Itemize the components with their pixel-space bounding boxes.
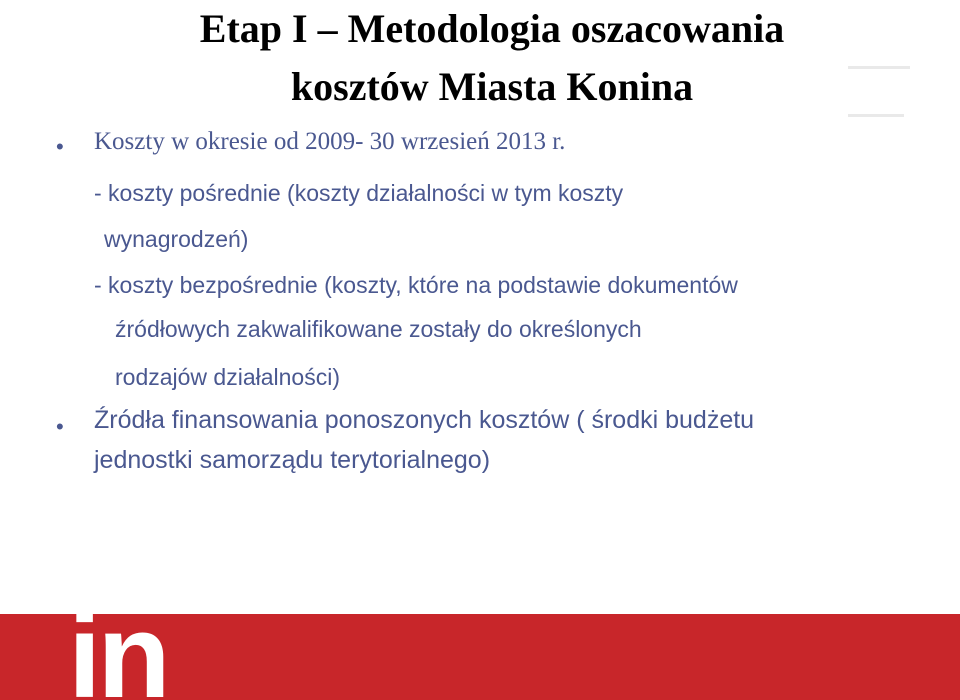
slide-title [0,0,960,116]
slide-title-line-1: Etap I – Metodologia oszacowania [199,6,785,51]
corner-decoration-line [848,66,910,69]
sub-item-direct-costs-line-2: źródłowych zakwalifikowane zostały do określonych [115,316,642,342]
sub-item-direct-costs-line-3: rodzajów działalności) [115,364,340,390]
slide-title-line-2: kosztów Miasta Konina [290,64,694,109]
bullet-marker: • [56,134,64,159]
sub-item-direct-costs-line-1: - koszty bezpośrednie (koszty, które na podstawie dokumentów [94,272,738,298]
footer-logo: in [68,589,167,700]
corner-decoration-line [848,114,904,117]
bullet-1-text: Koszty w okresie od 2009- 30 wrzesień 2013 r. [94,128,566,155]
sub-item-indirect-costs-line-2: wynagrodzeń) [104,226,249,252]
bullet-2-text-line-1: Źródła finansowania ponoszonych kosztów ( środki budżetu [94,406,755,434]
bullet-marker: • [56,414,64,439]
sub-item-indirect-costs-line-1: - koszty pośrednie (koszty działalności w tym koszty [94,180,624,206]
bullet-2-text-line-2: jednostki samorządu terytorialnego) [94,446,491,474]
